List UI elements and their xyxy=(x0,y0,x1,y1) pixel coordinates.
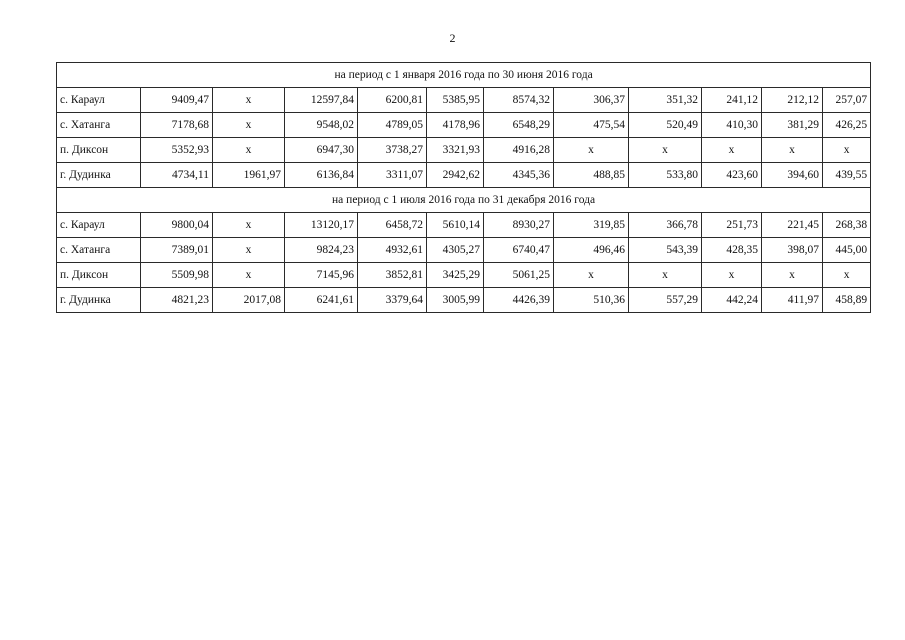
value-cell: 423,60 xyxy=(702,163,762,188)
value-cell: 5352,93 xyxy=(141,138,213,163)
value-cell: 9824,23 xyxy=(285,238,358,263)
value-cell: 428,35 xyxy=(702,238,762,263)
value-cell: 520,49 xyxy=(629,113,702,138)
value-cell: 4178,96 xyxy=(427,113,484,138)
table-row xyxy=(57,138,871,163)
value-cell: х xyxy=(554,263,629,288)
value-cell: х xyxy=(213,138,285,163)
value-cell: 510,36 xyxy=(554,288,629,313)
value-cell: 3311,07 xyxy=(358,163,427,188)
value-cell: х xyxy=(762,263,823,288)
value-cell: 3738,27 xyxy=(358,138,427,163)
page-number: 2 xyxy=(449,31,456,45)
value-cell: 7389,01 xyxy=(141,238,213,263)
value-cell: х xyxy=(762,138,823,163)
value-cell: 12597,84 xyxy=(285,88,358,113)
value-cell: 533,80 xyxy=(629,163,702,188)
value-cell: х xyxy=(702,138,762,163)
value-cell: 6241,61 xyxy=(285,288,358,313)
value-cell: 251,73 xyxy=(702,213,762,238)
value-cell: 439,55 xyxy=(823,163,871,188)
value-cell: 4916,28 xyxy=(484,138,554,163)
value-cell: 5509,98 xyxy=(141,263,213,288)
value-cell: 241,12 xyxy=(702,88,762,113)
value-cell: х xyxy=(629,138,702,163)
value-cell: х xyxy=(823,263,871,288)
table-row xyxy=(57,263,871,288)
table-row xyxy=(57,88,871,113)
value-cell: 5385,95 xyxy=(427,88,484,113)
value-cell: 6548,29 xyxy=(484,113,554,138)
section-title: на период с 1 июля 2016 года по 31 декабря 2016 года xyxy=(57,188,871,213)
value-cell: 557,29 xyxy=(629,288,702,313)
section-header-row xyxy=(57,63,871,88)
value-cell: 394,60 xyxy=(762,163,823,188)
value-cell: 4789,05 xyxy=(358,113,427,138)
value-cell: х xyxy=(702,263,762,288)
value-cell: 411,97 xyxy=(762,288,823,313)
value-cell: 319,85 xyxy=(554,213,629,238)
value-cell: 4305,27 xyxy=(427,238,484,263)
value-cell: 5610,14 xyxy=(427,213,484,238)
value-cell: х xyxy=(213,213,285,238)
value-cell: х xyxy=(629,263,702,288)
table-row xyxy=(57,113,871,138)
value-cell: 6458,72 xyxy=(358,213,427,238)
value-cell: 7178,68 xyxy=(141,113,213,138)
value-cell: 7145,96 xyxy=(285,263,358,288)
section-title: на период с 1 января 2016 года по 30 июня 2016 года xyxy=(57,63,871,88)
value-cell: 4426,39 xyxy=(484,288,554,313)
value-cell: 426,25 xyxy=(823,113,871,138)
value-cell: х xyxy=(213,113,285,138)
value-cell: 488,85 xyxy=(554,163,629,188)
value-cell: 306,37 xyxy=(554,88,629,113)
value-cell: 6136,84 xyxy=(285,163,358,188)
value-cell: 9800,04 xyxy=(141,213,213,238)
value-cell: х xyxy=(554,138,629,163)
location-cell: г. Дудинка xyxy=(57,163,141,188)
value-cell: 4345,36 xyxy=(484,163,554,188)
table-row xyxy=(57,238,871,263)
value-cell: 445,00 xyxy=(823,238,871,263)
value-cell: х xyxy=(213,88,285,113)
value-cell: 3005,99 xyxy=(427,288,484,313)
value-cell: 13120,17 xyxy=(285,213,358,238)
value-cell: 268,38 xyxy=(823,213,871,238)
value-cell: 4932,61 xyxy=(358,238,427,263)
value-cell: 351,32 xyxy=(629,88,702,113)
value-cell: 257,07 xyxy=(823,88,871,113)
value-cell: х xyxy=(823,138,871,163)
value-cell: 3321,93 xyxy=(427,138,484,163)
location-cell: п. Диксон xyxy=(57,263,141,288)
value-cell: 8930,27 xyxy=(484,213,554,238)
table-row xyxy=(57,288,871,313)
value-cell: 543,39 xyxy=(629,238,702,263)
location-cell: г. Дудинка xyxy=(57,288,141,313)
value-cell: 3852,81 xyxy=(358,263,427,288)
location-cell: с. Хатанга xyxy=(57,238,141,263)
value-cell: 442,24 xyxy=(702,288,762,313)
value-cell: 8574,32 xyxy=(484,88,554,113)
value-cell: 212,12 xyxy=(762,88,823,113)
value-cell: 2017,08 xyxy=(213,288,285,313)
value-cell: 496,46 xyxy=(554,238,629,263)
value-cell: 398,07 xyxy=(762,238,823,263)
value-cell: 3425,29 xyxy=(427,263,484,288)
location-cell: с. Хатанга xyxy=(57,113,141,138)
value-cell: 221,45 xyxy=(762,213,823,238)
location-cell: п. Диксон xyxy=(57,138,141,163)
value-cell: 4734,11 xyxy=(141,163,213,188)
table-row xyxy=(57,163,871,188)
value-cell: 2942,62 xyxy=(427,163,484,188)
value-cell: 410,30 xyxy=(702,113,762,138)
location-cell: с. Караул xyxy=(57,88,141,113)
value-cell: 5061,25 xyxy=(484,263,554,288)
value-cell: 1961,97 xyxy=(213,163,285,188)
tariff-table xyxy=(56,62,871,313)
value-cell: 9548,02 xyxy=(285,113,358,138)
value-cell: 475,54 xyxy=(554,113,629,138)
value-cell: 458,89 xyxy=(823,288,871,313)
value-cell: х xyxy=(213,238,285,263)
value-cell: 6947,30 xyxy=(285,138,358,163)
value-cell: 6200,81 xyxy=(358,88,427,113)
value-cell: 9409,47 xyxy=(141,88,213,113)
section-header-row xyxy=(57,188,871,213)
value-cell: 381,29 xyxy=(762,113,823,138)
location-cell: с. Караул xyxy=(57,213,141,238)
table-row xyxy=(57,213,871,238)
value-cell: 6740,47 xyxy=(484,238,554,263)
value-cell: 3379,64 xyxy=(358,288,427,313)
value-cell: х xyxy=(213,263,285,288)
value-cell: 366,78 xyxy=(629,213,702,238)
value-cell: 4821,23 xyxy=(141,288,213,313)
